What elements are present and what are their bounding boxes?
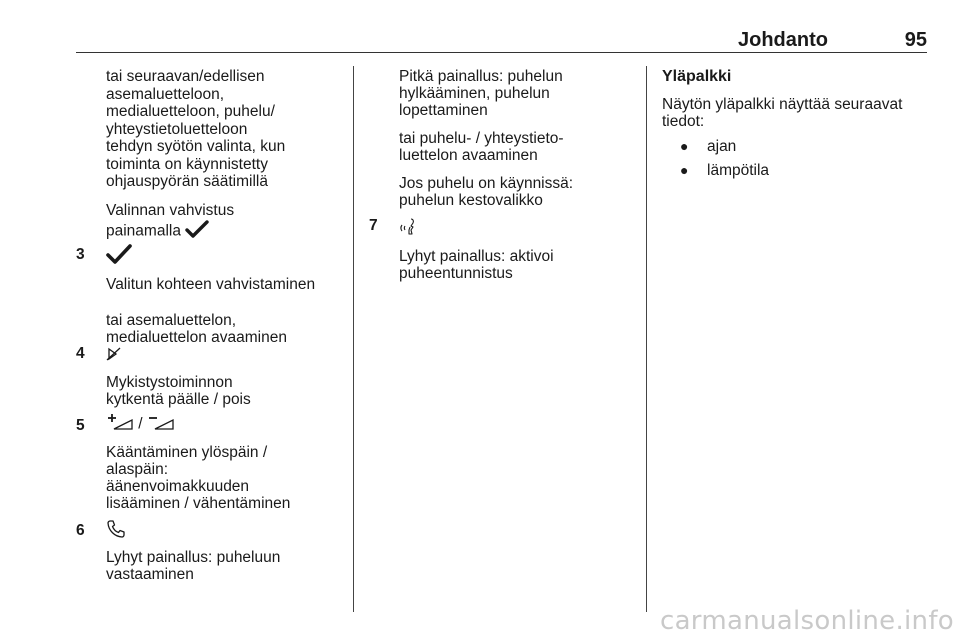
text-line: tiedot: (662, 113, 705, 130)
mute-icon (106, 346, 122, 367)
item-7-text: puheentunnistus (399, 265, 513, 282)
list-item-text: ajan (707, 138, 737, 155)
text-line: puhelun kestovalikko (399, 192, 543, 209)
text-line: Jos puhelu on käynnissä: (399, 175, 574, 192)
list-item-text: lämpötila (707, 162, 770, 179)
item-4-text: kytkentä päälle / pois (106, 391, 251, 408)
watermark: carmanualsonline.info (659, 606, 954, 636)
item-3-text: medialuettelon avaaminen (106, 329, 287, 346)
item-number-6: 6 (76, 522, 85, 539)
bullet-icon: ● (680, 138, 689, 154)
column-divider (646, 66, 647, 612)
text-line: hylkääminen, puhelun (399, 85, 550, 102)
text-line: luettelon avaaminen (399, 147, 538, 164)
intro-text (106, 68, 285, 191)
separator: / (134, 415, 147, 433)
item-5-text: Kääntäminen ylöspäin / (106, 444, 268, 461)
item-6-text: vastaaminen (106, 566, 194, 583)
volume-down-icon (147, 412, 175, 437)
text-line: tai puhelu- / yhteystieto- (399, 130, 564, 147)
item-4-text: Mykistystoiminnon (106, 374, 233, 391)
page-title: Johdanto (738, 29, 828, 51)
text-line: medialuetteloon, puhelu/ (106, 103, 275, 120)
text-line: asemaluetteloon, (106, 85, 225, 103)
item-number-3: 3 (76, 246, 85, 263)
item-3-text: tai asemaluettelon, (106, 312, 237, 329)
text-line: toiminta on käynnistetty (106, 155, 268, 173)
volume-icons (106, 412, 175, 437)
text-line: ohjauspyörän säätimillä (106, 173, 268, 190)
item-number-5: 5 (76, 417, 85, 434)
text-line: tai seuraavan/edellisen (106, 68, 265, 85)
item-number-7: 7 (369, 217, 378, 234)
phone-icon (106, 519, 126, 544)
text-line: painamalla (106, 221, 181, 239)
voice-recognition-icon (399, 216, 417, 243)
text-line: tehdyn syötön valinta, kun (106, 138, 286, 155)
item-3-text: Valitun kohteen vahvistaminen (106, 276, 316, 293)
volume-up-icon (106, 412, 134, 437)
checkmark-icon (185, 220, 209, 243)
column-divider (353, 66, 354, 612)
text-line: lopettaminen (399, 102, 488, 119)
text-line: yhteystietoluetteloon (106, 120, 248, 138)
confirm-text (106, 202, 234, 242)
item-5-text: lisääminen / vähentäminen (106, 495, 291, 512)
item-7-text: Lyhyt painallus: aktivoi (399, 248, 554, 265)
item-number-4: 4 (76, 345, 85, 362)
item-6-text: Lyhyt painallus: puheluun (106, 549, 281, 566)
page-number: 95 (904, 29, 927, 51)
section-heading: Yläpalkki (662, 68, 732, 85)
bullet-icon: ● (680, 162, 689, 178)
text-line: Pitkä painallus: puhelun (399, 68, 563, 85)
item-5-text: äänenvoimakkuuden (106, 478, 250, 495)
text-line: Näytön yläpalkki näyttää seuraavat (662, 96, 903, 113)
checkmark-icon (106, 244, 132, 269)
text-line: Valinnan vahvistus (106, 202, 235, 219)
item-5-text: alaspäin: (106, 461, 169, 478)
header-rule (76, 52, 927, 53)
